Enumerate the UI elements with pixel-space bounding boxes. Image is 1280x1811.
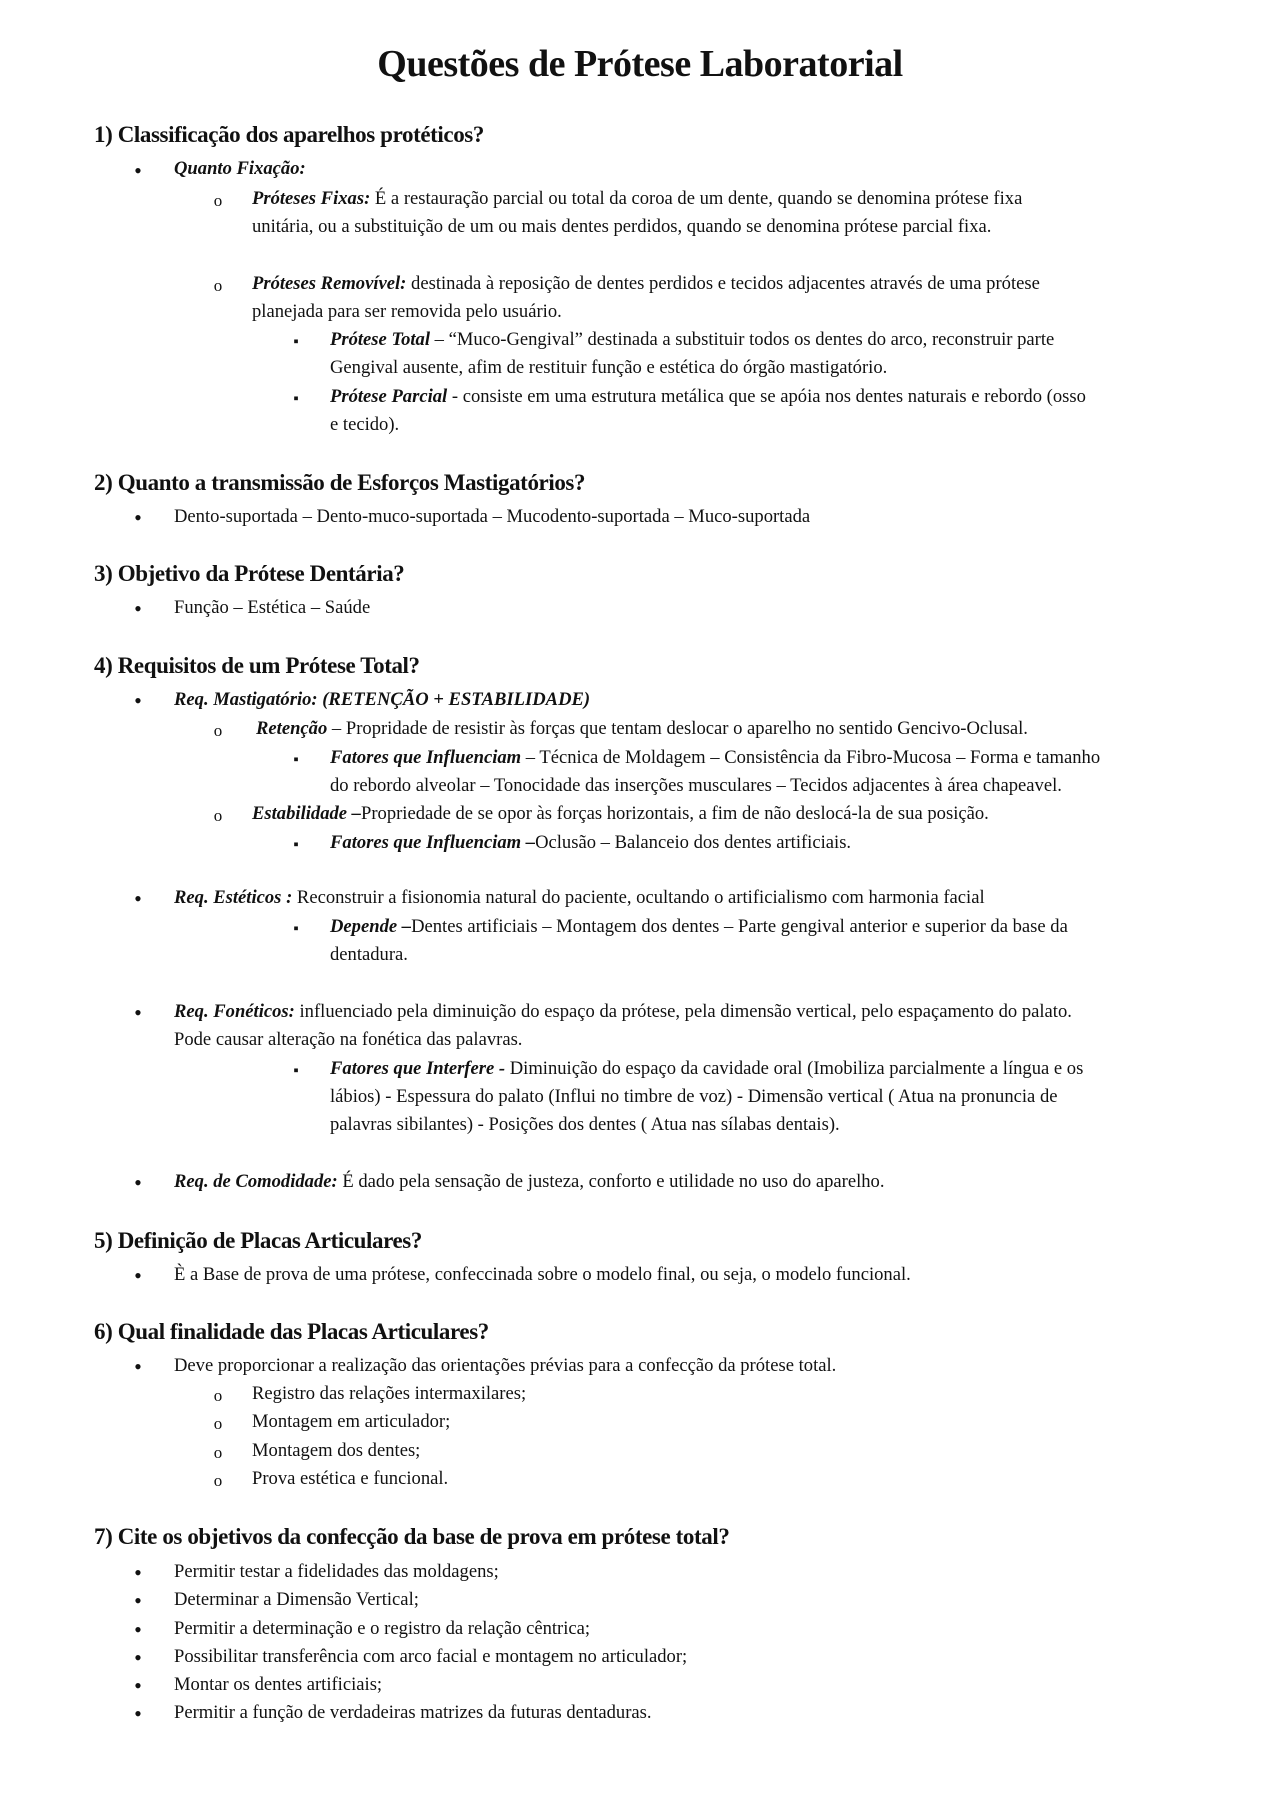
- bullet-icon: [128, 1559, 148, 1588]
- page-title: Questões de Prótese Laboratorial: [377, 43, 903, 85]
- q1-fixas-line2: unitária, ou a substituição de um ou mais dentes perdidos, quando se denomina prótese parcial fixa.: [252, 216, 992, 237]
- q7-item: Possibilitar transferência com arco facial e montagem no articulador;: [174, 1646, 688, 1667]
- q2-item: Dento-suportada – Dento-muco-suportada – Mucodento-suportada – Muco-suportada: [174, 506, 811, 527]
- circle-bullet-icon: [208, 1438, 228, 1467]
- q4-interfere-line2: lábios) - Espessura do palato (Influi no timbre de voz) - Dimensão vertical ( Atua na pronuncia de: [330, 1086, 1058, 1107]
- bullet-icon: [128, 999, 148, 1028]
- bullet-icon: [128, 1672, 148, 1701]
- circle-bullet-icon: [208, 1381, 228, 1410]
- q4-foneticos-line2: Pode causar alteração na fonética das palavras.: [174, 1029, 523, 1050]
- q7-item: Montar os dentes artificiais;: [174, 1674, 383, 1695]
- q4-fatores2: Fatores que Influenciam –Oclusão – Balanceio dos dentes artificiais.: [330, 832, 852, 853]
- bullet-icon: [128, 1644, 148, 1673]
- square-bullet-icon: [286, 744, 306, 774]
- q4-foneticos-line1: Req. Fonéticos: influenciado pela diminuição do espaço da prótese, pela dimensão vertical, pelo espaçamento do palato.: [174, 1001, 1072, 1022]
- q4-estabilidade: Estabilidade –Propriedade de se opor às forças horizontais, a fim de não deslocá-la de sua posição.: [252, 803, 989, 824]
- circle-bullet-icon: [208, 716, 228, 745]
- q6-item: Deve proporcionar a realização das orientações prévias para a confecção da prótese total.: [174, 1355, 837, 1376]
- circle-bullet-icon: [208, 801, 228, 830]
- q4-interfere-line3: palavras sibilantes) - Posições dos dentes ( Atua nas sílabas dentais).: [330, 1114, 840, 1135]
- bullet-icon: [128, 1169, 148, 1198]
- q6-sub-item: Registro das relações intermaxilares;: [252, 1383, 527, 1404]
- q1-removivel-line1: Próteses Removível: destinada à reposição de dentes perdidos e tecidos adjacentes através de uma prótese: [252, 273, 1040, 294]
- q4-mastigatorio: Req. Mastigatório: (RETENÇÃO + ESTABILIDADE): [174, 689, 591, 710]
- q4-depende-line2: dentadura.: [330, 944, 408, 965]
- q5-item: È a Base de prova de uma prótese, confeccinada sobre o modelo final, ou seja, o modelo funcional.: [174, 1264, 911, 1285]
- question-5-heading: 5) Definição de Placas Articulares?: [94, 1228, 422, 1253]
- square-bullet-icon: [286, 1055, 306, 1085]
- q4-comodidade: Req. de Comodidade: É dado pela sensação de justeza, conforto e utilidade no uso do aparelho.: [174, 1171, 885, 1192]
- q3-item: Função – Estética – Saúde: [174, 597, 371, 618]
- bullet-icon: [128, 1587, 148, 1616]
- q4-fatores1-line1: Fatores que Influenciam – Técnica de Moldagem – Consistência da Fibro-Mucosa – Forma e tamanho: [330, 747, 1101, 768]
- bullet-icon: [128, 687, 148, 716]
- q1-total-line1: Prótese Total – “Muco-Gengival” destinada a substituir todos os dentes do arco, reconstruir parte: [330, 329, 1055, 350]
- q6-sub-item: Montagem em articulador;: [252, 1411, 451, 1432]
- q6-sub-item: Montagem dos dentes;: [252, 1440, 421, 1461]
- square-bullet-icon: [286, 913, 306, 943]
- circle-bullet-icon: [208, 186, 228, 215]
- q4-esteticos: Req. Estéticos : Reconstruir a fisionomia natural do paciente, ocultando o artificialismo com harmonia facial: [174, 887, 985, 908]
- question-2-heading: 2) Quanto a transmissão de Esforços Mastigatórios?: [94, 470, 586, 495]
- bullet-icon: [128, 1353, 148, 1382]
- square-bullet-icon: [286, 383, 306, 413]
- q4-interfere-line1: Fatores que Interfere - Diminuição do espaço da cavidade oral (Imobiliza parcialmente a língua e os: [330, 1058, 1084, 1079]
- q1-total-line2: Gengival ausente, afim de restituir função e estética do órgão mastigatório.: [330, 357, 888, 378]
- question-4-heading: 4) Requisitos de um Prótese Total?: [94, 653, 420, 678]
- bullet-icon: [128, 595, 148, 624]
- question-1-heading: 1) Classificação dos aparelhos protéticos?: [94, 122, 484, 147]
- q7-item: Determinar a Dimensão Vertical;: [174, 1589, 419, 1610]
- q1-removivel-line2: planejada para ser removida pelo usuário.: [252, 301, 562, 322]
- circle-bullet-icon: [208, 1409, 228, 1438]
- q6-sub-item: Prova estética e funcional.: [252, 1468, 449, 1489]
- bullet-icon: [128, 1700, 148, 1729]
- q4-depende-line1: Depende –Dentes artificiais – Montagem dos dentes – Parte gengival anterior e superior da base da: [330, 916, 1068, 937]
- q4-retencao: Retenção – Propridade de resistir às forças que tentam deslocar o aparelho no sentido Gencivo-Oclusal.: [256, 718, 1028, 739]
- q1-fixas-line1: Próteses Fixas: É a restauração parcial ou total da coroa de um dente, quando se denomina prótese fixa: [252, 188, 1023, 209]
- q1-fixacao: Quanto Fixação:: [174, 158, 306, 179]
- bullet-icon: [128, 1616, 148, 1645]
- question-3-heading: 3) Objetivo da Prótese Dentária?: [94, 561, 405, 586]
- q4-fatores1-line2: do rebordo alveolar – Tonocidade das inserções musculares – Tecidos adjacentes à área chapeavel.: [330, 775, 1062, 796]
- q1-parcial-line2: e tecido).: [330, 414, 400, 435]
- square-bullet-icon: [286, 326, 306, 356]
- question-7-heading: 7) Cite os objetivos da confecção da base de prova em prótese total?: [94, 1524, 730, 1549]
- q7-item: Permitir a função de verdadeiras matrizes da futuras dentaduras.: [174, 1702, 652, 1723]
- bullet-icon: [128, 1262, 148, 1291]
- bullet-icon: [128, 157, 148, 186]
- circle-bullet-icon: [208, 1466, 228, 1495]
- circle-bullet-icon: [208, 271, 228, 300]
- bullet-icon: [128, 504, 148, 533]
- q1-parcial-line1: Prótese Parcial - consiste em uma estrutura metálica que se apóia nos dentes naturais e rebordo (osso: [330, 386, 1086, 407]
- q7-item: Permitir a determinação e o registro da relação cêntrica;: [174, 1618, 591, 1639]
- question-6-heading: 6) Qual finalidade das Placas Articulares?: [94, 1319, 489, 1344]
- q7-item: Permitir testar a fidelidades das moldagens;: [174, 1561, 499, 1582]
- square-bullet-icon: [286, 829, 306, 859]
- bullet-icon: [128, 885, 148, 914]
